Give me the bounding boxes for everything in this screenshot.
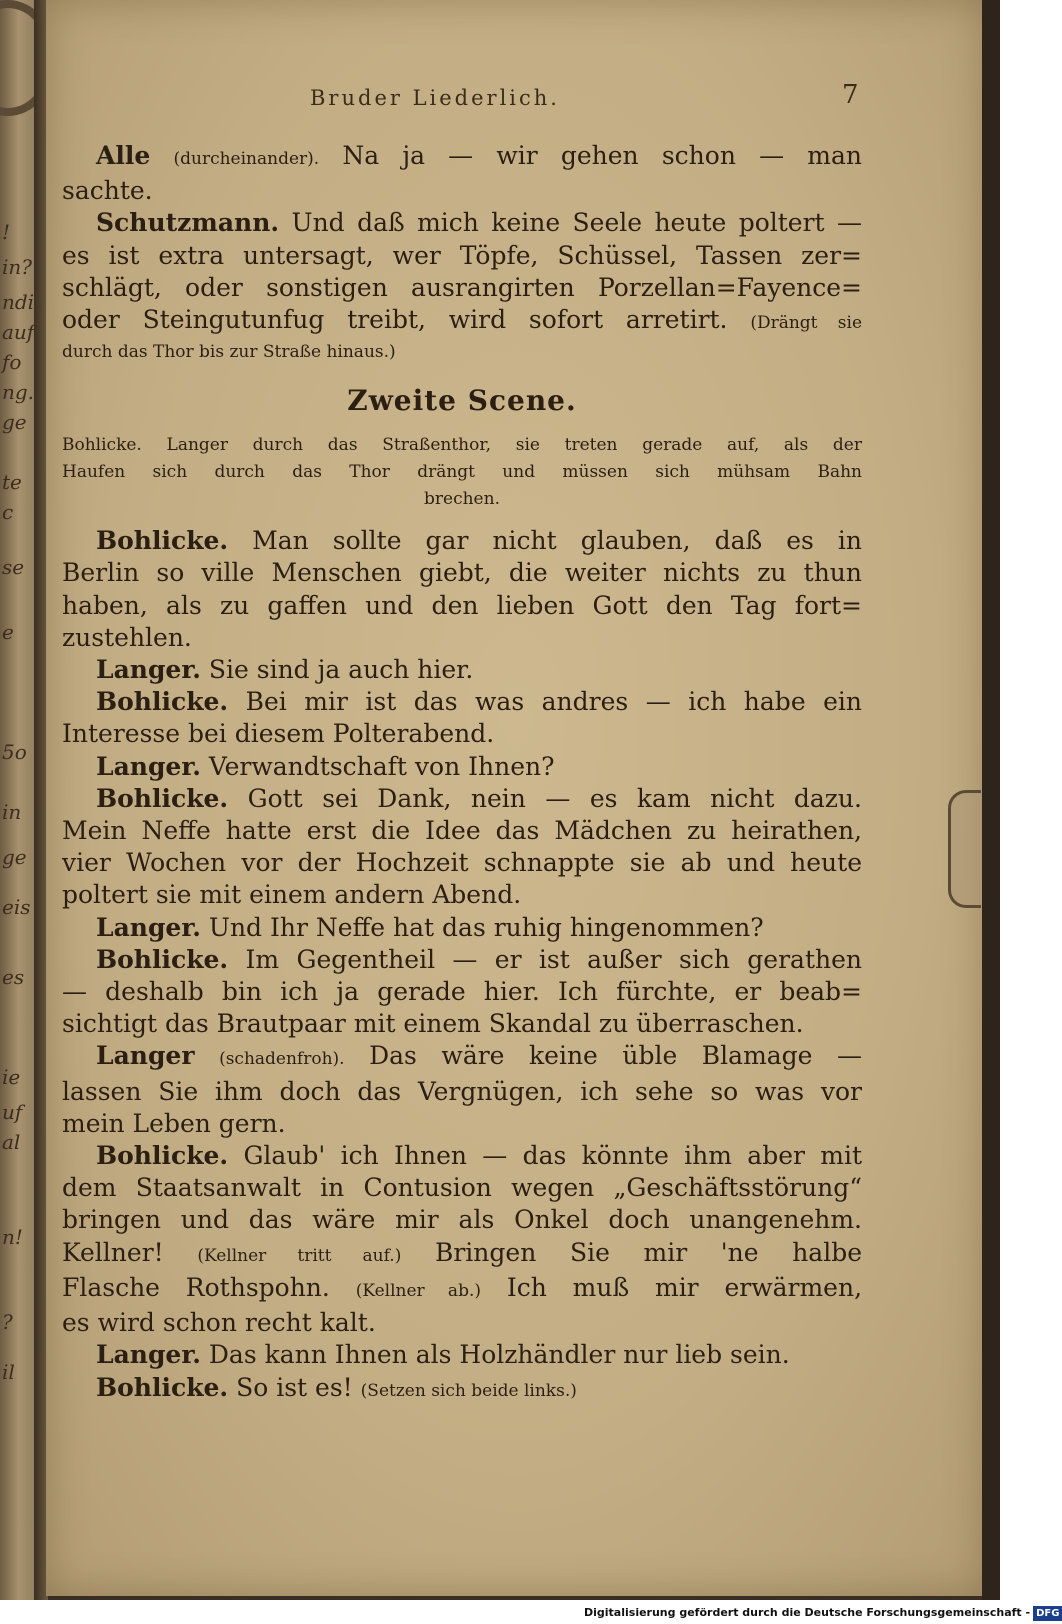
page-number: 7 <box>842 80 859 110</box>
margin-fragment: fo <box>2 350 22 374</box>
text-line: Bohlicke. Im Gegentheil — er ist außer sich gerathen <box>96 944 862 974</box>
margin-fragment: se <box>2 555 25 579</box>
margin-fragment: ndi <box>2 290 35 314</box>
text-line: zustehlen. <box>62 622 192 652</box>
margin-fragment: il <box>2 1360 15 1384</box>
text-line: Langer. Und Ihr Neffe hat das ruhig hingenommen? <box>96 912 764 942</box>
margin-fragment: ge <box>2 410 27 434</box>
text-line: Interesse bei diesem Polterabend. <box>62 719 495 749</box>
text-line: haben, als zu gaffen und den lieben Gott den Tag fort= <box>62 590 862 620</box>
text-line: bringen und das wäre mir als Onkel doch unangenehm. <box>62 1205 862 1235</box>
text-line: sichtigt das Brautpaar mit einem Skandal zu überraschen. <box>62 1009 804 1039</box>
margin-fragment: ? <box>2 1310 13 1334</box>
text-line: Langer. Sie sind ja auch hier. <box>96 655 474 685</box>
text-line: Bohlicke. Man sollte gar nicht glauben, daß es in <box>96 526 862 556</box>
margin-fragment: c <box>2 500 14 524</box>
page-text <box>62 140 862 1407</box>
margin-fragment: 5o <box>2 740 27 764</box>
text-line: Bohlicke. So ist es! (Setzen sich beide links.) <box>96 1372 577 1402</box>
margin-fragment: te <box>2 470 22 494</box>
margin-fragment: in? <box>2 255 32 279</box>
dfg-logo: DFG <box>1033 1606 1062 1621</box>
text-line: mein Leben gern. <box>62 1108 286 1138</box>
text-line: Langer (schadenfroh). Das wäre keine üble Blamage — <box>96 1041 863 1071</box>
text-line: Bohlicke. Gott sei Dank, nein — es kam nicht dazu. <box>96 783 862 813</box>
page-tab <box>948 790 981 908</box>
margin-fragment: ng. <box>2 380 35 404</box>
stage-direction: durch das Thor bis zur Straße hinaus.) <box>62 342 396 363</box>
text-line: sachte. <box>62 176 153 206</box>
right-page-edge <box>982 0 1000 1600</box>
text-line: — deshalb bin ich ja gerade hier. Ich fürchte, er beab= <box>62 977 862 1007</box>
text-line: Langer. Verwandtschaft von Ihnen? <box>96 751 555 781</box>
credit-text: Digitalisierung gefördert durch die Deutsche Forschungsgemeinschaft - <box>584 1606 1031 1619</box>
margin-fragment: ge <box>2 845 27 869</box>
stage-direction-line: Haufen sich durch das Thor drängt und müssen sich mühsam Bahn <box>62 462 862 483</box>
margin-fragment: eis <box>2 895 31 919</box>
text-line: Flasche Rothspohn. (Kellner ab.) Ich muß mir erwärmen, <box>62 1272 863 1302</box>
text-line: es wird schon recht kalt. <box>62 1308 376 1338</box>
dialogue <box>62 525 862 1406</box>
margin-fragment: ie <box>2 1065 21 1089</box>
text-line: Kellner! (Kellner tritt auf.) Bringen Sie mir 'ne halbe <box>62 1237 862 1267</box>
scene-stage-direction <box>62 432 862 513</box>
text-line: dem Staatsanwalt in Contusion wegen „Geschäftsstörung“ <box>62 1173 862 1203</box>
scene-heading: Zweite Scene. <box>347 384 577 418</box>
margin-fragment: es <box>2 965 25 989</box>
opening-dialogue <box>62 140 862 366</box>
text-line: Berlin so ville Menschen giebt, die weiter nichts zu thun <box>62 558 862 588</box>
margin-fragment: al <box>2 1130 21 1154</box>
text-line: lassen Sie ihm doch das Vergnügen, ich sehe so was vor <box>62 1076 862 1106</box>
text-line: oder Steingutunfug treibt, wird sofort arretirt. (Drängt sie <box>62 305 862 335</box>
margin-fragment: uf <box>2 1100 23 1124</box>
margin-fragment: n! <box>2 1225 23 1249</box>
running-title: Bruder Liederlich. <box>310 86 560 110</box>
text-line: Schutzmann. Und daß mich keine Seele heute poltert — <box>96 208 862 238</box>
margin-fragment: in <box>2 800 22 824</box>
digitization-credit <box>584 1602 1060 1624</box>
text-line: es ist extra untersagt, wer Töpfe, Schüssel, Tassen zer= <box>62 240 862 270</box>
stage-direction-line: brechen. <box>424 489 500 510</box>
text-line: schlägt, oder sonstigen ausrangirten Porzellan=Fayence= <box>62 272 862 302</box>
margin-fragment: e <box>2 620 14 644</box>
text-line: Bohlicke. Bei mir ist das was andres — ich habe ein <box>96 687 862 717</box>
text-line: poltert sie mit einem andern Abend. <box>62 880 522 910</box>
text-line: Mein Neffe hatte erst die Idee das Mädchen zu heirathen, <box>62 816 862 846</box>
margin-fragment: ! <box>2 220 11 244</box>
text-line: Bohlicke. Glaub' ich Ihnen — das könnte ihm aber mit <box>96 1141 862 1171</box>
text-line: Langer. Das kann Ihnen als Holzhändler nur lieb sein. <box>96 1340 790 1370</box>
text-line: vier Wochen vor der Hochzeit schnappte sie ab und heute <box>62 848 862 878</box>
text-line: Alle (durcheinander). Na ja — wir gehen schon — man <box>96 141 862 170</box>
margin-fragment: auf <box>2 320 35 344</box>
stage-direction-line: Bohlicke. Langer durch das Straßenthor, sie treten gerade auf, als der <box>62 435 862 456</box>
